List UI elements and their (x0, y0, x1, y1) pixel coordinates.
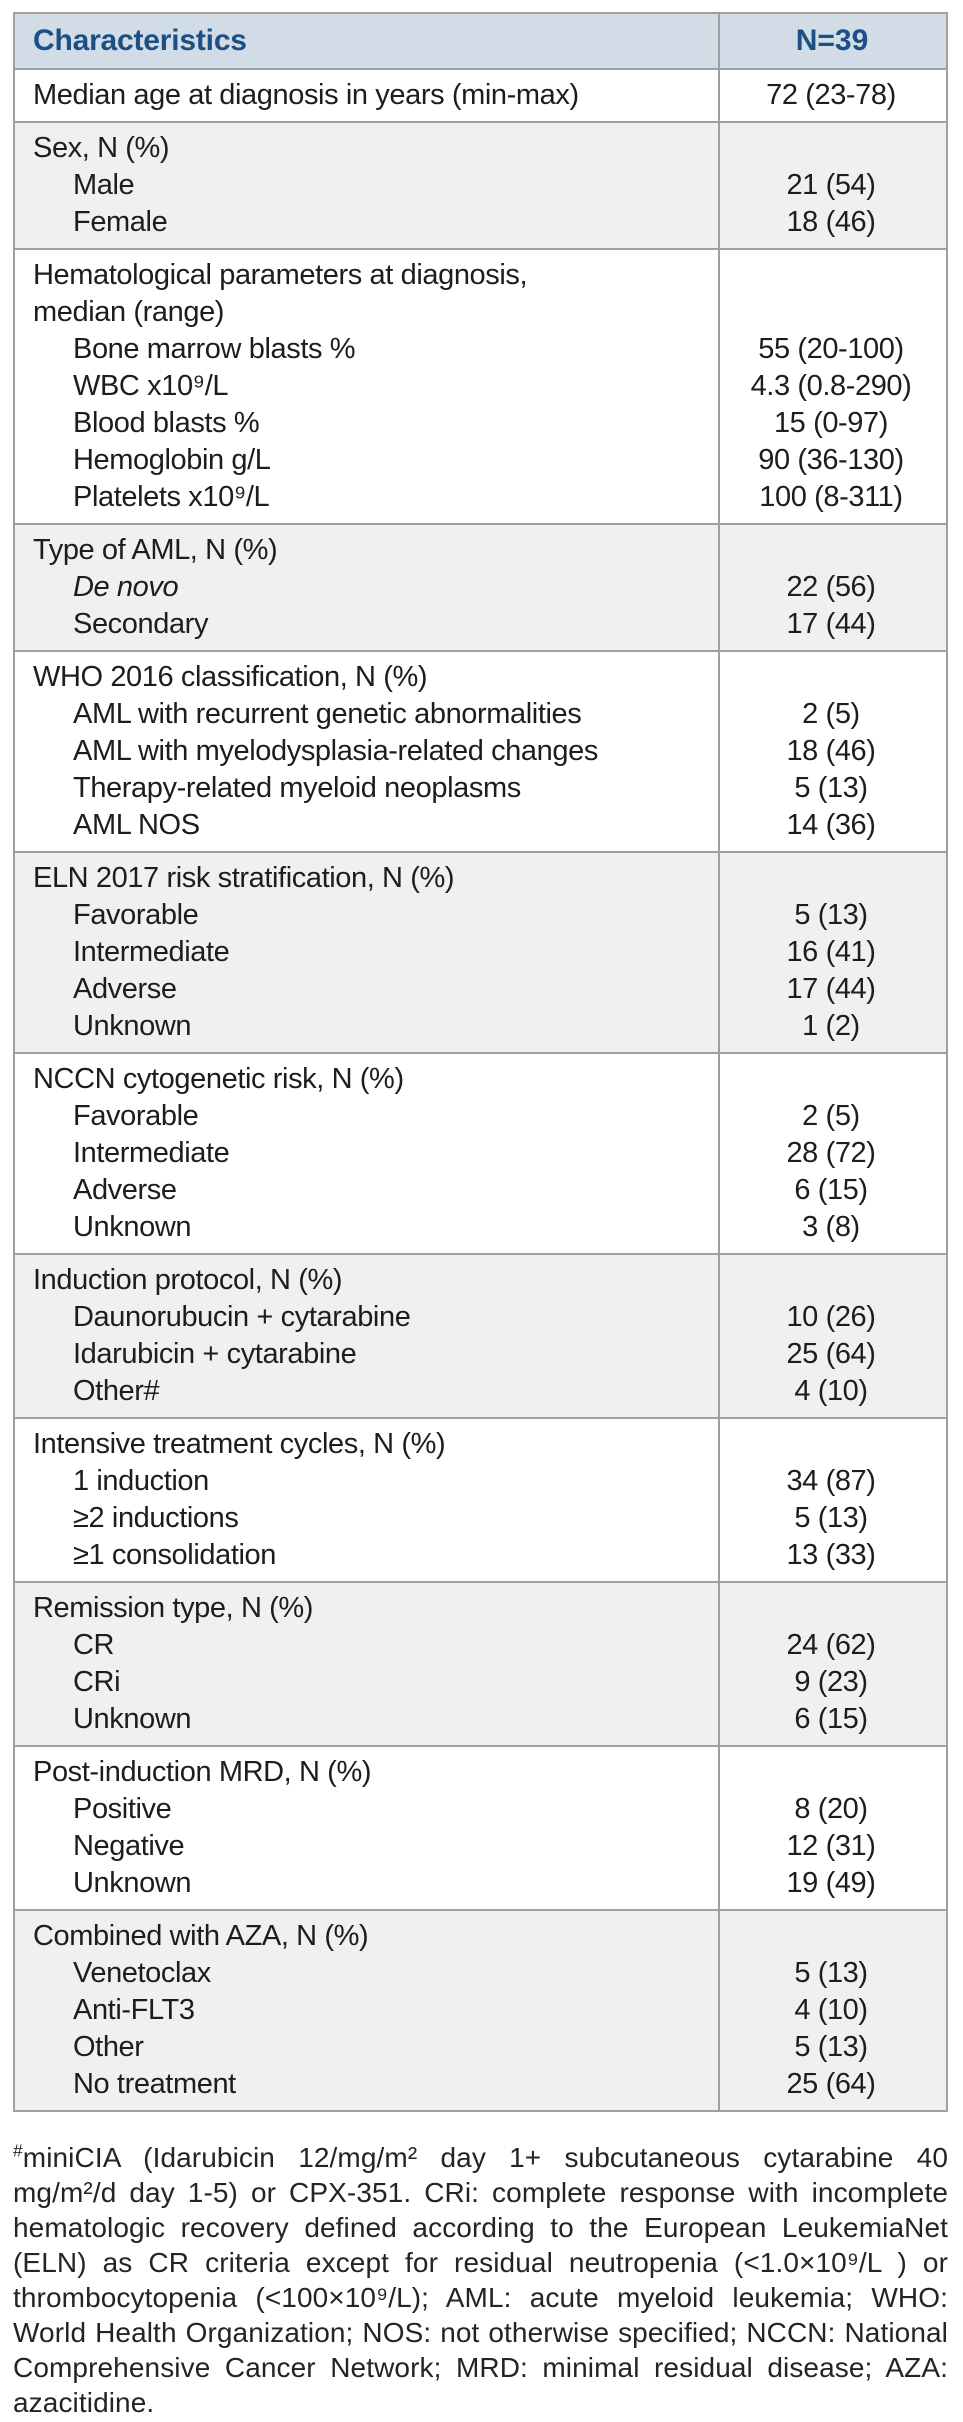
row-value: 17 (44) (786, 608, 876, 640)
table-group (15, 1253, 946, 1417)
table-header-row (15, 14, 946, 70)
row-label: Adverse (73, 973, 177, 1005)
table-row (15, 1828, 946, 1865)
row-value (718, 532, 946, 569)
table-group (15, 1745, 946, 1909)
row-value: 90 (36-130) (758, 444, 904, 476)
row-value: 14 (36) (786, 809, 876, 841)
row-label: 1 induction (73, 1465, 209, 1497)
row-value: 4.3 (0.8-290) (750, 370, 912, 402)
row-label: Secondary (73, 608, 209, 640)
row-value: 100 (8-311) (759, 481, 903, 513)
table-row (15, 1172, 946, 1209)
row-label: Daunorubucin + cytarabine (73, 1301, 411, 1333)
row-value (718, 659, 946, 696)
table-row (15, 1537, 946, 1574)
row-value: 4 (10) (794, 1994, 868, 2026)
row-value: 16 (41) (786, 936, 876, 968)
row-label: Platelets x10⁹/L (73, 481, 270, 513)
table-row (15, 971, 946, 1008)
table-group (15, 650, 946, 851)
row-value (718, 860, 946, 897)
row-label: Idarubicin + cytarabine (73, 1338, 357, 1370)
row-value: 6 (15) (794, 1703, 868, 1735)
table-row (15, 532, 946, 569)
row-label: CR (73, 1629, 115, 1661)
table-row (15, 807, 946, 844)
row-value: 19 (49) (786, 1867, 876, 1899)
row-value: 18 (46) (786, 735, 876, 767)
table-row (15, 897, 946, 934)
row-value (718, 294, 946, 331)
row-label: Favorable (73, 899, 199, 931)
row-value: 3 (8) (802, 1211, 860, 1243)
table-row (15, 659, 946, 696)
table-body (15, 70, 946, 2110)
row-label: Other (73, 2031, 144, 2063)
row-value: 21 (54) (786, 169, 876, 201)
table-row (15, 606, 946, 643)
table-group (15, 121, 946, 248)
row-label: ELN 2017 risk stratification, N (%) (33, 862, 455, 894)
row-label: AML with myelodysplasia-related changes (73, 735, 598, 767)
table-row (15, 1299, 946, 1336)
row-value: 25 (64) (786, 2068, 876, 2100)
row-value: 8 (20) (794, 1793, 868, 1825)
row-label: Therapy-related myeloid neoplasms (73, 772, 521, 804)
row-value: 28 (72) (786, 1137, 876, 1169)
row-label: Unknown (73, 1211, 192, 1243)
table-group (15, 248, 946, 523)
table-row (15, 1992, 946, 2029)
table-row (15, 479, 946, 516)
row-label: Induction protocol, N (%) (33, 1264, 343, 1296)
row-label: Favorable (73, 1100, 199, 1132)
row-value: 55 (20-100) (758, 333, 904, 365)
row-label: Unknown (73, 1703, 192, 1735)
table-group (15, 1909, 946, 2110)
row-value: 6 (15) (794, 1174, 868, 1206)
row-label: Male (73, 169, 135, 201)
row-value: 5 (13) (794, 2031, 868, 2063)
table-row (15, 696, 946, 733)
row-label: NCCN cytogenetic risk, N (%) (33, 1063, 404, 1095)
row-value: 4 (10) (794, 1375, 868, 1407)
row-label: ≥2 inductions (73, 1502, 239, 1534)
table-row (15, 1209, 946, 1246)
row-label: AML NOS (73, 809, 200, 841)
row-label: Other# (73, 1375, 160, 1407)
table-row (15, 294, 946, 331)
table-row (15, 2066, 946, 2103)
table-row (15, 1865, 946, 1902)
row-value (718, 1426, 946, 1463)
row-value: 24 (62) (786, 1629, 876, 1661)
row-label: Venetoclax (73, 1957, 211, 1989)
table-group (15, 1581, 946, 1745)
row-label: De novo (73, 571, 179, 603)
row-label: Blood blasts % (73, 407, 260, 439)
row-value (718, 1061, 946, 1098)
row-label: AML with recurrent genetic abnormalities (73, 698, 582, 730)
row-value: 2 (5) (802, 698, 860, 730)
table-group (15, 523, 946, 650)
row-value: 13 (33) (786, 1539, 876, 1571)
header-n-total: N=39 (795, 24, 869, 57)
row-label: WBC x10⁹/L (73, 370, 229, 402)
row-label: Remission type, N (%) (33, 1592, 314, 1624)
row-label: Hematological parameters at diagnosis, (33, 259, 528, 291)
table-row (15, 1754, 946, 1791)
table-group (15, 70, 946, 121)
table-row (15, 204, 946, 241)
table-row (15, 257, 946, 294)
table-row (15, 130, 946, 167)
table-row (15, 1590, 946, 1627)
row-value (718, 257, 946, 294)
table-row (15, 934, 946, 971)
footnote-marker: # (13, 2140, 23, 2161)
footnote-text: miniCIA (Idarubicin 12/mg/m² day 1+ subcutaneous cytarabine 40 mg/m²/d day 1-5) or CPX-351. CRi: complete response with incomplete hematologic recovery defined according to the European LeukemiaNet (ELN) as CR criteria except for residual neutropenia (<1.0×10⁹/L ) or thrombocytopenia (<100×10⁹/L); AML: acute myeloid leukemia; WHO: World Health Organization; NOS: not otherwise specified; NCCN: National Comprehensive Cancer Network; MRD: minimal residual disease; AZA: azacitidine. (13, 2142, 948, 2418)
table-row (15, 1008, 946, 1045)
table-row (15, 1135, 946, 1172)
row-label: Intermediate (73, 1137, 230, 1169)
table-row (15, 368, 946, 405)
row-label: Intensive treatment cycles, N (%) (33, 1428, 446, 1460)
table-row (15, 442, 946, 479)
row-value: 2 (5) (802, 1100, 860, 1132)
row-label: Positive (73, 1793, 172, 1825)
row-value: 10 (26) (786, 1301, 876, 1333)
row-label: Negative (73, 1830, 185, 1862)
table-row (15, 167, 946, 204)
row-label: Female (73, 206, 168, 238)
row-value: 5 (13) (794, 1957, 868, 1989)
row-label: Combined with AZA, N (%) (33, 1920, 369, 1952)
header-characteristics: Characteristics (33, 24, 247, 57)
table-group (15, 851, 946, 1052)
table-row (15, 1373, 946, 1410)
table-row (15, 1701, 946, 1738)
table-row (15, 770, 946, 807)
row-label: Type of AML, N (%) (33, 534, 278, 566)
table-row (15, 1664, 946, 1701)
characteristics-table (13, 12, 948, 2112)
row-label: WHO 2016 classification, N (%) (33, 661, 428, 693)
row-value (718, 130, 946, 167)
row-value: 5 (13) (794, 899, 868, 931)
row-label: Sex, N (%) (33, 132, 170, 164)
table-row (15, 569, 946, 606)
row-label: Hemoglobin g/L (73, 444, 271, 476)
row-value: 25 (64) (786, 1338, 876, 1370)
row-value (718, 1590, 946, 1627)
row-label: Unknown (73, 1867, 192, 1899)
row-label: ≥1 consolidation (73, 1539, 276, 1571)
table-row (15, 331, 946, 368)
table-row (15, 1262, 946, 1299)
row-label: Median age at diagnosis in years (min-max) (33, 79, 579, 111)
row-label: Unknown (73, 1010, 192, 1042)
row-value: 18 (46) (786, 206, 876, 238)
row-value: 72 (23-78) (766, 79, 896, 111)
table-footnote (13, 2140, 948, 2420)
row-value: 1 (2) (802, 1010, 860, 1042)
row-value: 5 (13) (794, 772, 868, 804)
row-value (718, 1262, 946, 1299)
row-label: Intermediate (73, 936, 230, 968)
row-value: 12 (31) (786, 1830, 876, 1862)
row-value: 9 (23) (794, 1666, 868, 1698)
table-row (15, 1791, 946, 1828)
row-value: 15 (0-97) (773, 407, 889, 439)
row-value: 34 (87) (786, 1465, 876, 1497)
table-row (15, 1627, 946, 1664)
row-label: Bone marrow blasts % (73, 333, 356, 365)
table-row (15, 77, 946, 114)
table-row (15, 1463, 946, 1500)
table-group (15, 1052, 946, 1253)
row-label: Post-induction MRD, N (%) (33, 1756, 372, 1788)
row-label: median (range) (33, 296, 225, 328)
table-row (15, 1426, 946, 1463)
table-row (15, 1336, 946, 1373)
row-value (718, 1754, 946, 1791)
table-row (15, 2029, 946, 2066)
table-row (15, 1955, 946, 1992)
table-row (15, 860, 946, 897)
row-label: Anti-FLT3 (73, 1994, 195, 2026)
row-label: Adverse (73, 1174, 177, 1206)
table-row (15, 405, 946, 442)
row-label: No treatment (73, 2068, 236, 2100)
row-value (718, 1918, 946, 1955)
row-label: CRi (73, 1666, 121, 1698)
table-group (15, 1417, 946, 1581)
row-value: 17 (44) (786, 973, 876, 1005)
table-row (15, 1061, 946, 1098)
table-row (15, 1918, 946, 1955)
table-row (15, 733, 946, 770)
table-row (15, 1500, 946, 1537)
row-value: 5 (13) (794, 1502, 868, 1534)
table-row (15, 1098, 946, 1135)
row-value: 22 (56) (786, 571, 876, 603)
